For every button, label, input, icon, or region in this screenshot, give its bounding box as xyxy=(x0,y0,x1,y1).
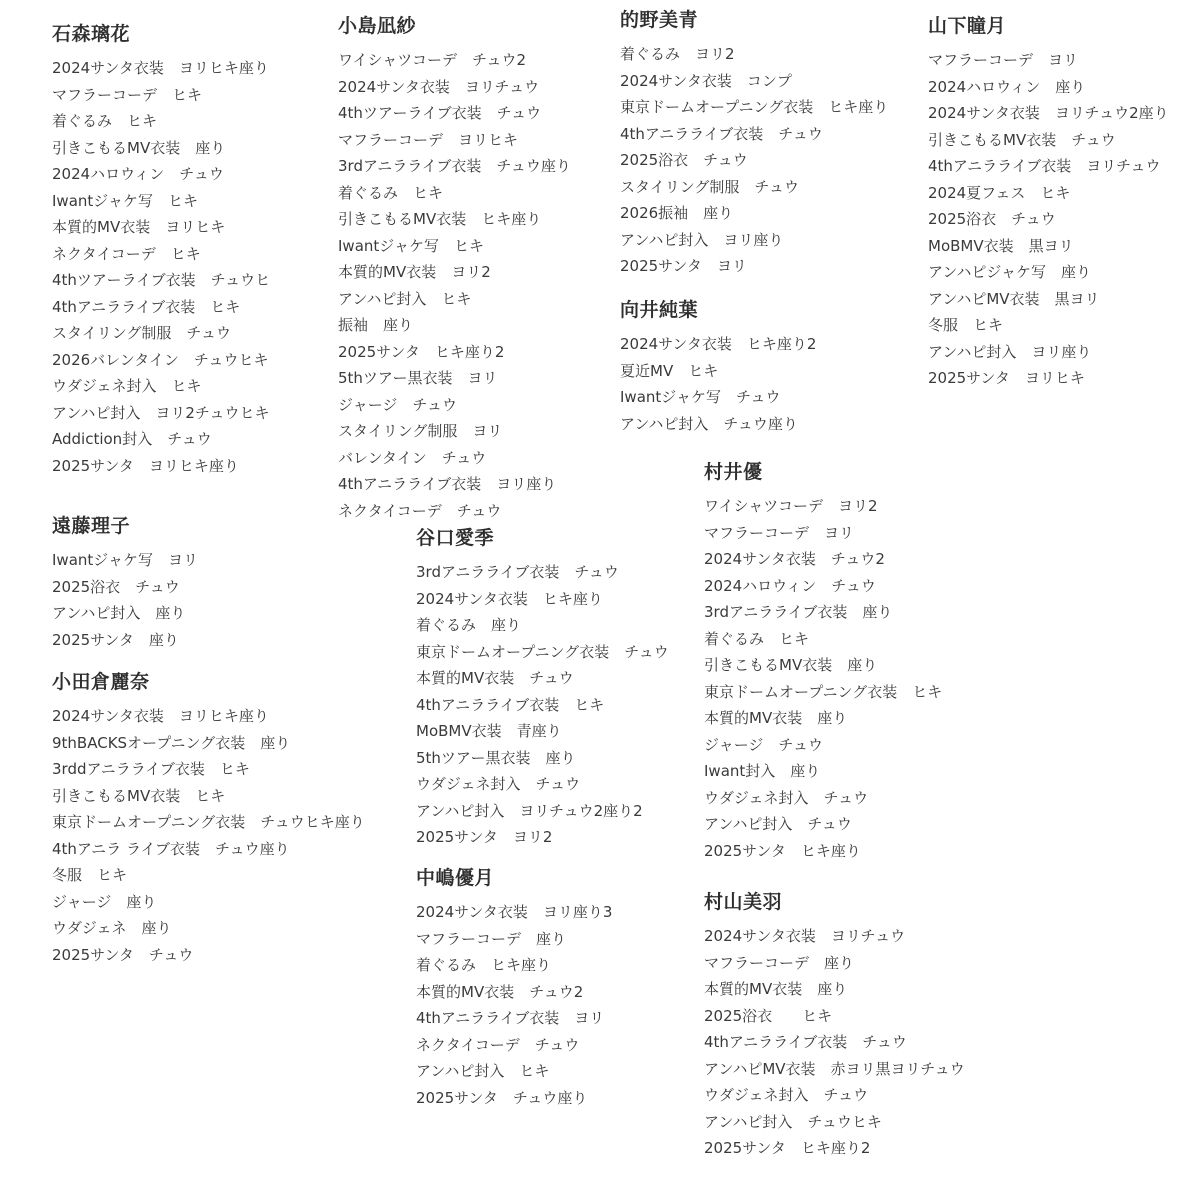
list-item: 引きこもるMV衣装 ヒキ座り xyxy=(338,210,542,228)
list-item: 本質的MV衣装 チュウ xyxy=(416,669,574,687)
list-item: アンハピMV衣装 黒ヨリ xyxy=(928,289,1100,308)
member-name: 遠藤理子 xyxy=(52,515,131,537)
list-item: 4thアニラライブ衣装 ヨリ xyxy=(416,1009,605,1027)
list-item: 2025浴衣 チュウ xyxy=(928,210,1056,228)
list-item: ワイシャツコーデ ヨリ2 xyxy=(704,497,878,515)
list-item: 2024サンタ衣装 ヒキ座り xyxy=(416,589,603,608)
list-item: 2025サンタ ヒキ座り2 xyxy=(704,1139,871,1157)
list-item: Iwantジャケ写 ヒキ xyxy=(338,236,484,255)
member-name: 的野美青 xyxy=(620,9,699,31)
member-block-yamashita xyxy=(928,14,1169,392)
list-item: 2025サンタ ヨリ xyxy=(620,257,747,275)
list-item: アンハピ封入 ヨリ座り xyxy=(928,342,1092,361)
list-item: スタイリング制服 チュウ xyxy=(52,324,231,342)
item-list xyxy=(52,55,270,479)
member-name: 石森璃花 xyxy=(52,23,131,45)
list-item: アンハピ封入 チュウ座り xyxy=(620,414,798,433)
member-block-nakashima xyxy=(416,866,612,1111)
list-item: バレンタイン チュウ xyxy=(338,448,487,467)
member-name: 村山美羽 xyxy=(704,891,783,913)
list-item: ウダジェネ封入 チュウ xyxy=(704,1086,869,1104)
list-item: アンハピ封入 ヨリ座り xyxy=(620,230,784,249)
list-item: 東京ドームオープニング衣装 チュウヒキ座り xyxy=(52,813,365,831)
list-item: 4thアニラライブ衣装 チュウ xyxy=(704,1033,907,1051)
list-item: 4thアニラライブ衣装 チュウ xyxy=(620,124,823,143)
list-item: スタイリング制服 ヨリ xyxy=(338,422,503,440)
list-item: 着ぐるみ 座り xyxy=(416,616,522,634)
list-item: Addiction封入 チュウ xyxy=(52,430,212,448)
list-item: 2025浴衣 ヒキ xyxy=(704,1006,833,1025)
list-item: 2024ハロウィン チュウ xyxy=(52,165,224,183)
list-item: 4thツアーライブ衣装 チュウヒ xyxy=(52,271,271,289)
list-item: アンハピMV衣装 赤ヨリ黒ヨリチュウ xyxy=(704,1059,965,1078)
list-item: 東京ドームオープニング衣装 ヒキ座り xyxy=(620,98,889,116)
list-item: ジャージ チュウ xyxy=(338,395,457,414)
list-item: アンハピ封入 座り xyxy=(52,604,186,622)
list-item: 2024サンタ衣装 ヨリヒキ座り xyxy=(52,707,269,725)
list-item: 2024サンタ衣装 ヨリチュウ xyxy=(704,927,906,945)
list-item: 5thツアー黒衣装 ヨリ xyxy=(338,369,498,387)
list-item: 冬服 ヒキ xyxy=(52,866,128,884)
list-item: 冬服 ヒキ xyxy=(928,316,1004,334)
list-item: 2024サンタ衣装 チュウ2 xyxy=(704,550,885,568)
item-list xyxy=(704,493,942,864)
list-item: 2024サンタ衣装 ヨリチュウ2座り xyxy=(928,104,1169,122)
item-list xyxy=(620,331,816,437)
list-item: ウダジェネ 座り xyxy=(52,919,172,937)
list-item: 本質的MV衣装 ヨリ2 xyxy=(338,263,491,281)
member-name: 小田倉麗奈 xyxy=(52,671,150,693)
list-item: 振袖 座り xyxy=(338,316,414,334)
list-item: 着ぐるみ ヒキ xyxy=(338,183,444,202)
list-item: ウダジェネ封入 ヒキ xyxy=(52,377,202,395)
list-item: 2024サンタ衣装 ヒキ座り2 xyxy=(620,335,817,353)
list-item: 着ぐるみ ヒキ座り xyxy=(416,956,552,974)
list-item: スタイリング制服 チュウ xyxy=(620,177,799,196)
list-item: マフラーコーデ 座り xyxy=(416,929,567,948)
member-name: 小島凪紗 xyxy=(338,15,417,37)
list-item: 2024ハロウィン チュウ xyxy=(704,576,876,595)
member-name: 中嶋優月 xyxy=(416,867,495,889)
list-item: マフラーコーデ ヨリヒキ xyxy=(338,130,519,149)
member-name: 向井純葉 xyxy=(620,299,699,321)
list-item: 2025サンタ ヨリ2 xyxy=(416,828,553,846)
member-block-matono xyxy=(620,8,888,280)
list-item: 着ぐるみ ヒキ xyxy=(52,112,158,130)
member-block-mukai xyxy=(620,298,816,437)
list-item: 2024サンタ衣装 コンプ xyxy=(620,71,792,90)
list-item: Iwantジャケ写 ヒキ xyxy=(52,191,198,210)
list-item: アンハピ封入 ヒキ xyxy=(416,1062,550,1080)
list-item: 2025サンタ チュウ座り xyxy=(416,1088,588,1107)
member-name: 村井優 xyxy=(704,461,763,483)
list-item: 着ぐるみ ヨリ2 xyxy=(620,45,735,63)
list-item: 本質的MV衣装 チュウ2 xyxy=(416,982,584,1001)
list-item: ネクタイコーデ ヒキ xyxy=(52,244,201,263)
list-item: 2025浴衣 チュウ xyxy=(52,577,180,596)
item-list xyxy=(52,703,365,968)
list-item: Iwantジャケ写 チュウ xyxy=(620,388,781,406)
list-item: 2024サンタ衣装 ヨリ座り3 xyxy=(416,903,613,921)
list-item: 2025サンタ ヒキ座り xyxy=(704,841,861,860)
member-block-odakura xyxy=(52,670,365,968)
list-item: 2025浴衣 チュウ xyxy=(620,151,748,169)
list-item: 2025サンタ ヒキ座り2 xyxy=(338,342,505,361)
list-item: 4thアニラ ライブ衣装 チュウ座り xyxy=(52,839,290,858)
list-item: 4thアニラライブ衣装 ヒキ xyxy=(416,695,605,714)
list-item: 3rdアニラライブ衣装 チュウ座り xyxy=(338,157,571,175)
list-item: 2026振袖 座り xyxy=(620,204,734,222)
list-item: ジャージ チュウ xyxy=(704,735,823,754)
list-item: ネクタイコーデ チュウ xyxy=(416,1035,580,1054)
item-list xyxy=(620,41,888,280)
list-item: 東京ドームオープニング衣装 ヒキ xyxy=(704,682,943,701)
list-item: 2026バレンタイン チュウヒキ xyxy=(52,350,269,369)
item-list xyxy=(52,547,198,653)
item-list xyxy=(928,47,1169,392)
list-item: アンハピ封入 ヨリ2チュウヒキ xyxy=(52,403,270,422)
list-item: Iwantジャケ写 ヨリ xyxy=(52,551,198,569)
list-item: 4thアニラライブ衣装 ヨリ座り xyxy=(338,475,557,493)
list-item: アンハピジャケ写 座り xyxy=(928,263,1092,281)
list-item: Iwant封入 座り xyxy=(704,762,821,780)
list-item: 2025サンタ チュウ xyxy=(52,945,194,964)
list-item: 本質的MV衣装 ヨリヒキ xyxy=(52,218,226,236)
list-item: 4thアニラライブ衣装 ヒキ xyxy=(52,297,241,316)
member-block-kojima xyxy=(338,14,571,524)
list-item: 引きこもるMV衣装 ヒキ xyxy=(52,786,226,805)
list-item: 5thツアー黒衣装 座り xyxy=(416,748,576,767)
member-block-taniguchi xyxy=(416,526,669,851)
list-item: 引きこもるMV衣装 チュウ xyxy=(928,130,1116,149)
list-item: 2025サンタ ヨリヒキ xyxy=(928,369,1085,387)
list-item: MoBMV衣装 青座り xyxy=(416,722,562,740)
list-item: 引きこもるMV衣装 座り xyxy=(704,656,878,674)
list-item: 引きこもるMV衣装 座り xyxy=(52,138,226,157)
item-list xyxy=(416,899,612,1111)
list-item: アンハピ封入 ヒキ xyxy=(338,289,472,308)
list-item: マフラーコーデ ヨリ xyxy=(928,51,1079,69)
item-list xyxy=(338,47,571,524)
list-item: マフラーコーデ 座り xyxy=(704,953,855,972)
list-item: 東京ドームオープニング衣装 チュウ xyxy=(416,642,669,661)
list-item: 9thBACKSオープニング衣装 座り xyxy=(52,733,291,752)
list-item: 夏近MV ヒキ xyxy=(620,361,719,380)
list-item: ネクタイコーデ チュウ xyxy=(338,501,502,520)
list-item: 2024サンタ衣装 ヨリヒキ座り xyxy=(52,59,269,77)
list-item: マフラーコーデ ヒキ xyxy=(52,85,203,104)
list-item: 4thツアーライブ衣装 チュウ xyxy=(338,104,542,122)
member-block-endo xyxy=(52,514,198,653)
list-item: アンハピ封入 チュウ xyxy=(704,815,852,833)
list-item: ジャージ 座り xyxy=(52,892,157,911)
list-item: 3rdアニラライブ衣装 チュウ xyxy=(416,563,619,581)
list-item: ウダジェネ封入 チュウ xyxy=(704,788,869,807)
member-name: 山下瞳月 xyxy=(928,15,1007,37)
list-item: アンハピ封入 ヨリチュウ2座り2 xyxy=(416,801,643,820)
list-item: マフラーコーデ ヨリ xyxy=(704,523,855,542)
item-list xyxy=(416,559,669,851)
item-list xyxy=(704,923,965,1162)
list-item: MoBMV衣装 黒ヨリ xyxy=(928,236,1074,255)
list-item: 3rddアニラライブ衣装 ヒキ xyxy=(52,760,250,778)
list-item: アンハピ封入 チュウヒキ xyxy=(704,1112,882,1131)
list-item: 4thアニラライブ衣装 ヨリチュウ xyxy=(928,157,1161,175)
member-block-murai xyxy=(704,460,942,864)
list-item: ウダジェネ封入 チュウ xyxy=(416,775,581,793)
member-name: 谷口愛季 xyxy=(416,527,495,549)
list-item: 2024ハロウィン 座り xyxy=(928,77,1086,96)
list-item: 着ぐるみ ヒキ xyxy=(704,629,810,648)
list-item: 2024夏フェス ヒキ xyxy=(928,183,1071,202)
member-block-ishimori xyxy=(52,22,270,479)
list-item: 2025サンタ 座り xyxy=(52,630,179,649)
list-item: 3rdアニラライブ衣装 座り xyxy=(704,603,893,621)
member-block-murayama xyxy=(704,890,965,1162)
list-item: 本質的MV衣装 座り xyxy=(704,709,848,727)
list-item: ワイシャツコーデ チュウ2 xyxy=(338,51,527,69)
list-item: 本質的MV衣装 座り xyxy=(704,980,848,998)
list-item: 2024サンタ衣装 ヨリチュウ xyxy=(338,77,540,96)
list-item: 2025サンタ ヨリヒキ座り xyxy=(52,456,239,475)
